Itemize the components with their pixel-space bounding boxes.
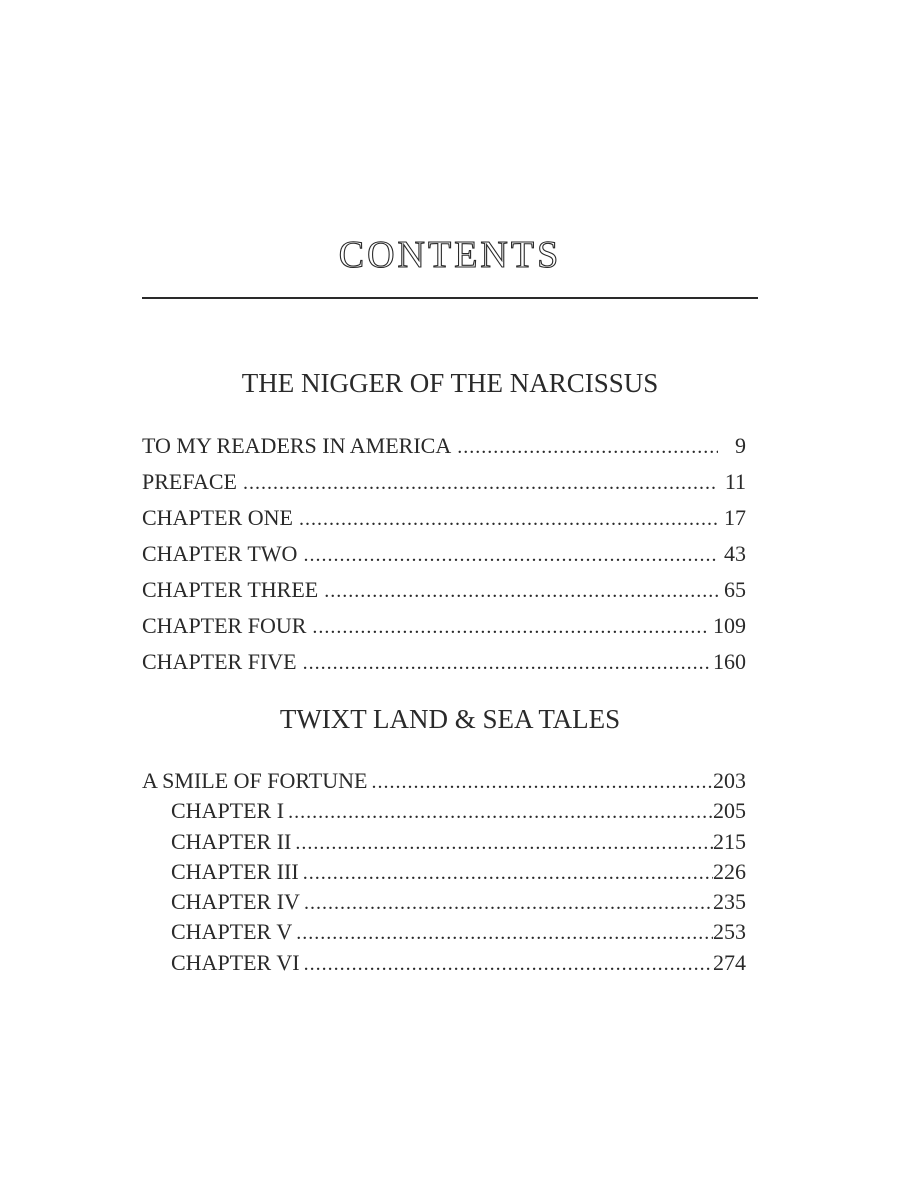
dot-leader [288, 797, 713, 826]
toc-page-number: 109 [713, 613, 746, 638]
toc-page-number: 235 [713, 889, 746, 915]
toc-subentry[interactable] [142, 796, 746, 826]
toc-page-number: 215 [713, 828, 746, 854]
dot-leader [304, 888, 713, 917]
toc-entry-label: CHAPTER THREE [142, 577, 319, 602]
dot-leader [299, 501, 718, 536]
toc-subentry[interactable] [142, 887, 746, 917]
toc-entry[interactable] [142, 608, 746, 644]
toc-page-number: 9 [735, 433, 746, 458]
toc-entry-label: CHAPTER FIVE [142, 649, 297, 674]
dot-leader [457, 429, 718, 464]
toc-entry[interactable] [142, 464, 746, 500]
toc-list-narcissus [142, 428, 746, 680]
toc-page-number: 205 [713, 798, 746, 824]
toc-entry-label: CHAPTER I [171, 798, 285, 824]
toc-entry[interactable] [142, 644, 746, 680]
section-heading-twixt-land-sea: TWIXT LAND & SEA TALES [279, 704, 621, 734]
dot-leader [303, 645, 709, 680]
toc-subentry[interactable] [142, 948, 746, 978]
toc-subentry[interactable] [142, 857, 746, 887]
toc-entry-label: CHAPTER VI [171, 949, 300, 975]
toc-entry[interactable] [142, 536, 746, 572]
toc-page-number: 226 [713, 858, 746, 884]
toc-page-number: 274 [713, 949, 746, 975]
toc-page-number: 17 [724, 505, 746, 530]
toc-entry[interactable] [142, 766, 746, 796]
toc-entry-label: CHAPTER III [171, 858, 299, 884]
toc-entry[interactable] [142, 428, 746, 464]
dot-leader [371, 767, 713, 796]
dot-leader [296, 918, 713, 947]
toc-entry-label: CHAPTER II [171, 828, 292, 854]
toc-entry-label: CHAPTER FOUR [142, 613, 307, 638]
toc-entry-label: CHAPTER V [171, 919, 293, 945]
title-divider [142, 297, 758, 299]
toc-list-twixt-land-sea [142, 766, 746, 978]
section-heading-narcissus: THE NIGGER OF THE NARCISSUS [241, 368, 659, 398]
dot-leader [295, 828, 713, 857]
toc-entry-label: PREFACE [142, 469, 237, 494]
page-title: CONTENTS [338, 234, 562, 276]
dot-leader [303, 537, 718, 572]
dot-leader [312, 609, 709, 644]
toc-page-number: 253 [713, 919, 746, 945]
dot-leader [303, 858, 713, 887]
toc-subentry[interactable] [142, 917, 746, 947]
toc-entry-label: A SMILE OF FORTUNE [142, 768, 368, 793]
toc-page-number: 160 [713, 649, 746, 674]
dot-leader [304, 949, 713, 978]
toc-page-number: 43 [724, 541, 746, 566]
toc-entry-label: CHAPTER IV [171, 889, 300, 915]
toc-entry-label: CHAPTER TWO [142, 541, 298, 566]
dot-leader [324, 573, 718, 608]
toc-subentry[interactable] [142, 827, 746, 857]
toc-entry[interactable] [142, 572, 746, 608]
toc-page-number: 203 [713, 768, 746, 793]
toc-page-number: 65 [724, 577, 746, 602]
toc-entry-label: TO MY READERS IN AMERICA [142, 433, 452, 458]
toc-entry[interactable] [142, 500, 746, 536]
dot-leader [243, 465, 718, 500]
toc-page-number: 11 [724, 469, 746, 494]
toc-entry-label: CHAPTER ONE [142, 505, 293, 530]
